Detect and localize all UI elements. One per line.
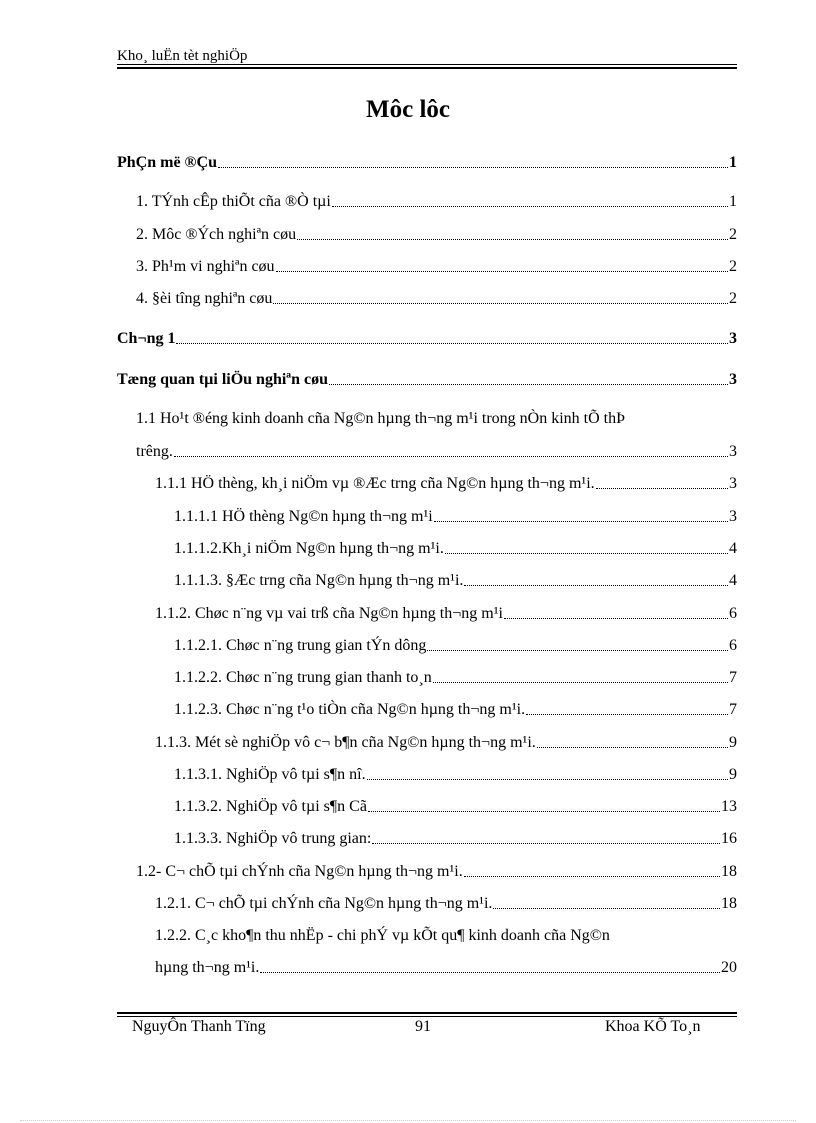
footer-rule-thick [117, 1012, 737, 1014]
toc-entry[interactable]: PhÇn më ®Çu 1 [117, 154, 737, 171]
footer-page-number: 91 [415, 1018, 431, 1035]
page-title: Môc lôc [366, 96, 450, 123]
toc-entry[interactable]: trêng. 3 [136, 443, 737, 460]
toc-entry[interactable]: 2. Môc ®Ých nghiªn cøu 2 [136, 226, 737, 243]
toc-entry[interactable]: 1.1.3.2. NghiÖp vô tµi s¶n Cã 13 [174, 798, 737, 815]
page-edge-divider [20, 1120, 796, 1121]
toc-entry[interactable]: 1.1.2. Chøc n¨ng vµ vai trß cña Ng©n hµng th¬ng m¹i 6 [155, 605, 737, 622]
toc-entry[interactable]: Ch¬ng 1 3 [117, 330, 737, 347]
running-header: Kho¸ luËn tèt nghiÖp [117, 48, 248, 64]
toc-entry[interactable]: 1.1.3.1. NghiÖp vô tµi s¶n nî. 9 [174, 766, 737, 783]
header-rule [117, 64, 737, 65]
toc-entry[interactable]: Tæng quan tµi liÖu nghiªn cøu 3 [117, 371, 737, 388]
toc-entry[interactable]: 3. Ph¹m vi nghiªn cøu 2 [136, 258, 737, 275]
toc-entry[interactable]: 1.1.1.2.Kh¸i niÖm Ng©n hµng th¬ng m¹i. 4 [174, 540, 737, 557]
toc-entry[interactable]: 1.1.2.3. Chøc n¨ng t¹o tiÒn cña Ng©n hµng th¬ng m¹i. 7 [174, 701, 737, 718]
header-rule-thick [117, 67, 737, 69]
toc-entry[interactable]: 1.1.2.1. Chøc n¨ng trung gian tÝn dông 6 [174, 637, 737, 654]
toc-entry[interactable]: 1.1.1.1 HÖ thèng Ng©n hµng th¬ng m¹i 3 [174, 508, 737, 525]
toc-entry[interactable]: 1.1.1.3. §Æc trng cña Ng©n hµng th¬ng m¹i. 4 [174, 572, 737, 589]
toc-entry[interactable]: 1.2.2. C¸c kho¶n thu nhËp - chi phÝ vµ kÕt qu¶ kinh doanh cña Ng©n [155, 927, 610, 944]
toc-entry[interactable]: 1.1.3.3. NghiÖp vô trung gian: 16 [174, 830, 737, 847]
toc-entry[interactable]: 1.2- C¬ chÕ tµi chÝnh cña Ng©n hµng th¬ng m¹i. 18 [136, 863, 737, 880]
toc-entry[interactable]: 1.1 Ho¹t ®éng kinh doanh cña Ng©n hµng th¬ng m¹i trong nÒn kinh tÕ thÞ [136, 410, 626, 427]
toc-entry[interactable]: 1.2.1. C¬ chÕ tµi chÝnh cña Ng©n hµng th¬ng m¹i. 18 [155, 895, 737, 912]
toc-entry[interactable]: 1.1.1 HÖ thèng, kh¸i niÖm vµ ®Æc trng cña Ng©n hµng th¬ng m¹i. 3 [155, 475, 737, 492]
toc-entry[interactable]: 1.1.2.2. Chøc n¨ng trung gian thanh to¸n 7 [174, 669, 737, 686]
footer-rule [117, 1016, 737, 1017]
toc-entry[interactable]: hµng th¬ng m¹i. 20 [155, 959, 737, 976]
toc-entry[interactable]: 1. TÝnh cÊp thiÕt cña ®Ò tµi 1 [136, 193, 737, 210]
toc-entry[interactable]: 4. §èi tîng nghiªn cøu 2 [136, 290, 737, 307]
footer-author: NguyÔn Thanh Tïng [132, 1018, 266, 1035]
footer-department: Khoa KÕ To¸n [605, 1018, 701, 1035]
toc-entry[interactable]: 1.1.3. Mét sè nghiÖp vô c¬ b¶n cña Ng©n hµng th¬ng m¹i. 9 [155, 734, 737, 751]
